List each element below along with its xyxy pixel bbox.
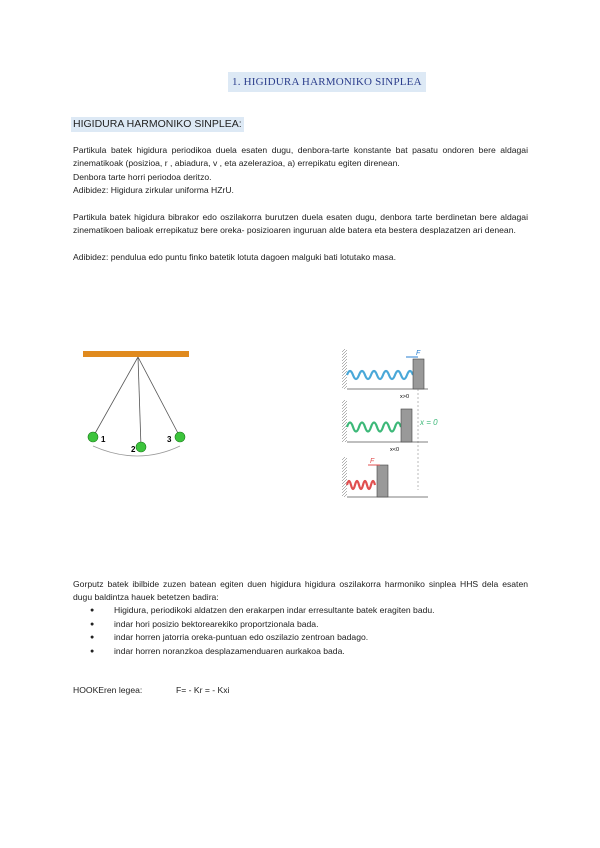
- wall-1: [342, 349, 347, 389]
- paragraph-1-line-2: Denbora tarte horri periodoa deritzo.: [73, 172, 212, 182]
- force-label-1: F: [416, 350, 421, 357]
- spring-2: [347, 423, 401, 432]
- pendulum-ball-2: [136, 442, 146, 452]
- pendulum-ball-3: [175, 432, 185, 442]
- hooke-formula: F= - Kr = - Kxi: [176, 685, 230, 695]
- pendulum-figure: [78, 346, 198, 461]
- paragraph-1-example: Adibidez: Higidura zirkular uniforma HZrU.: [73, 185, 234, 195]
- label-x-negative: x<0: [390, 447, 400, 453]
- label-x-positive: x>0: [400, 394, 410, 400]
- pendulum-label-3: 3: [167, 435, 172, 444]
- springs-figure: [340, 345, 438, 500]
- section-heading: HIGIDURA HARMONIKO SINPLEA:: [73, 118, 242, 130]
- paragraph-3: [73, 578, 528, 605]
- force-label-3: F: [370, 458, 375, 465]
- page-title: 1. HIGIDURA HARMONIKO SINPLEA: [228, 72, 426, 92]
- paragraph-2: [73, 211, 528, 238]
- list-item: ● indar hori posizio bektorearekiko proportzionala bada.: [90, 618, 435, 632]
- spring-1: [347, 371, 413, 379]
- pendulum-string-3: [138, 357, 180, 437]
- paragraph-3-text: Gorputz batek ibilbide zuzen batean egiten duen higidura higidura oszilakorra harmoniko sinplea HHS dela esaten dugu baldintza hauek betetzen badira:: [73, 579, 528, 603]
- list-item: ● indar horren jatorria oreka-puntuan edo oszilazio zentroan badago.: [90, 631, 435, 645]
- hooke-label: HOOKEren legea:: [73, 685, 143, 695]
- pendulum-string-1: [93, 357, 138, 437]
- spring-3: [347, 481, 375, 489]
- list-item: ● Higidura, periodikoki aldatzen den erakarpen indar erresultante batek eragiten badu.: [90, 604, 435, 618]
- wall-3: [342, 457, 347, 497]
- pendulum-support-bar: [83, 351, 189, 357]
- paragraph-1: [73, 144, 528, 171]
- wall-2: [342, 400, 347, 442]
- hooke-law: [73, 684, 230, 697]
- block-1: [413, 359, 424, 389]
- list-item: ● indar horren noranzkoa desplazamenduaren aurkakoa bada.: [90, 645, 435, 659]
- pendulum-string-2: [138, 357, 141, 447]
- block-2: [401, 409, 412, 442]
- block-3: [377, 465, 388, 497]
- label-x-zero: x = 0: [420, 418, 438, 427]
- paragraph-2-example: Adibidez: pendulua edo puntu finko batetik lotuta dagoen malguki bati lotutako masa.: [73, 252, 396, 262]
- pendulum-label-2: 2: [131, 445, 136, 454]
- conditions-list: [90, 604, 435, 658]
- pendulum-label-1: 1: [101, 435, 106, 444]
- paragraph-1-text: Partikula batek higidura periodikoa duela esaten dugu, denbora-tarte konstante bat pasatu ondoren bere aldagai zinematikoak (posizioa, r , abiadura, v , eta azelerazioa, a) errepikatu egiten direnean.: [73, 145, 528, 169]
- pendulum-ball-1: [88, 432, 98, 442]
- paragraph-2-text: Partikula batek higidura bibrakor edo oszilakorra burutzen duela esaten dugu, denbora tarte berdinetan bere aldagai zinematikoen balioak errepikatuz bere oreka- posizioaren inguruan alde batera eta bestera desplazatzen ari denean.: [73, 212, 528, 236]
